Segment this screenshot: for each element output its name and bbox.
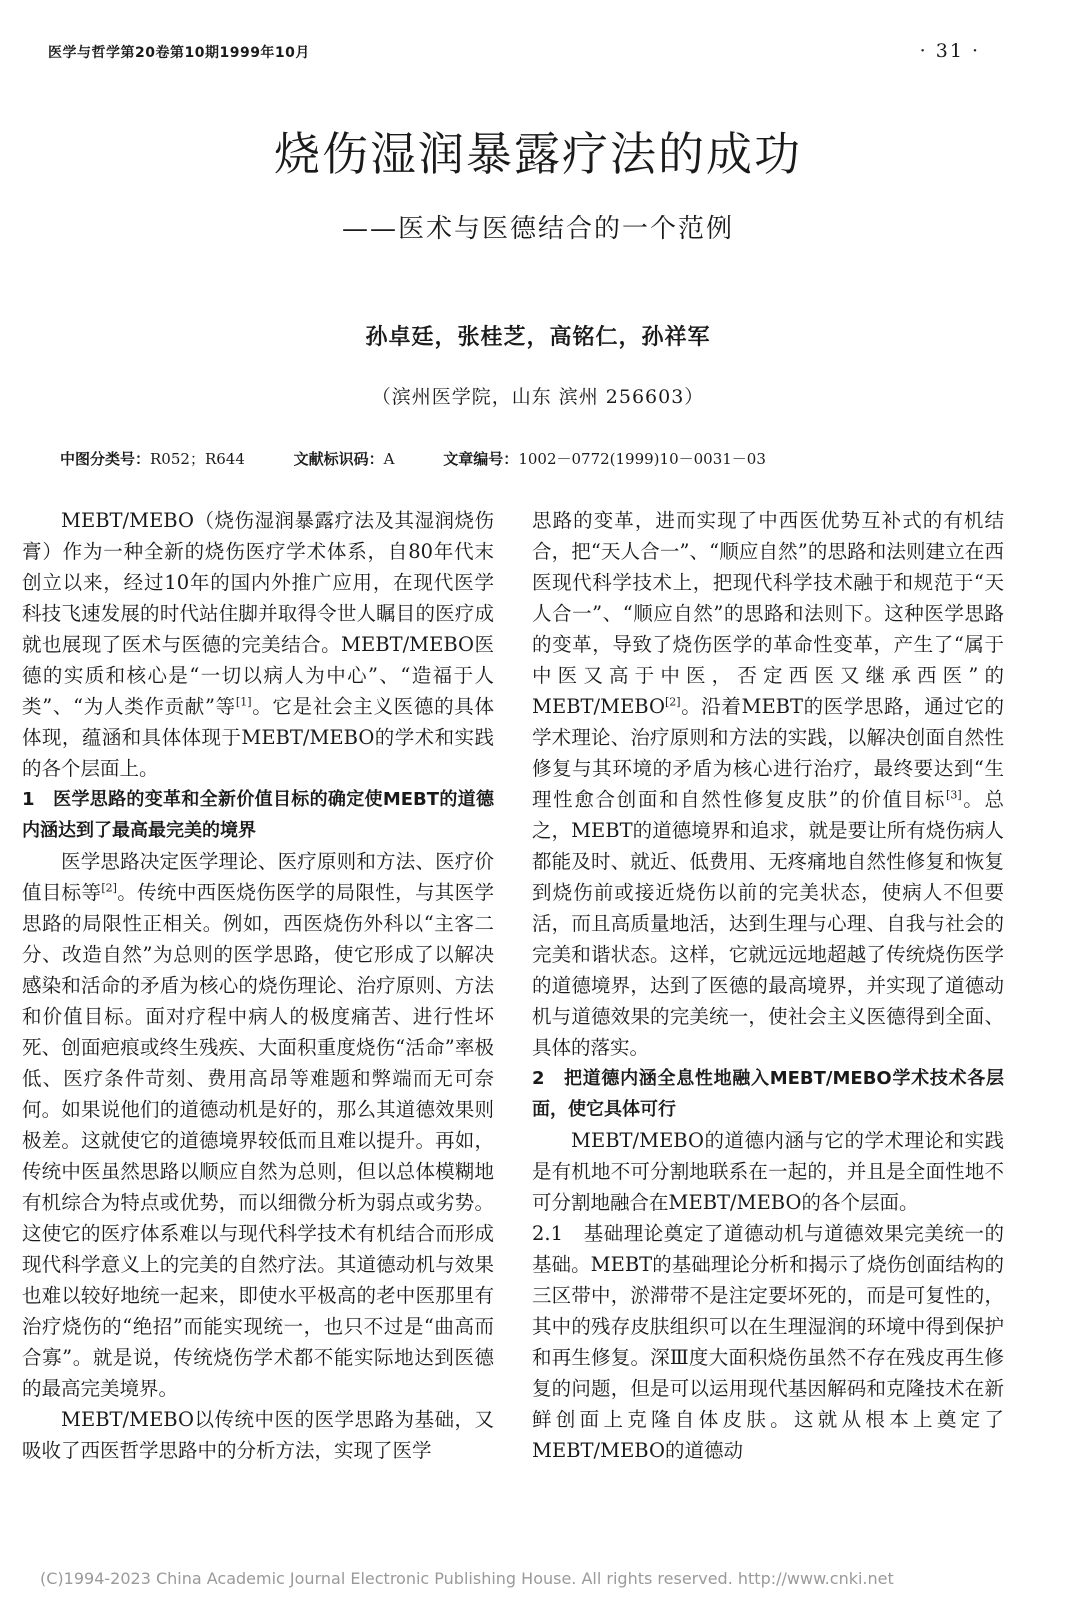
doc-code-value: A <box>383 450 395 468</box>
citation-ref: [2] <box>101 881 117 895</box>
affiliation: （滨州医学院，山东 滨州 256603） <box>371 386 705 408</box>
paragraph-mebt-basis: MEBT/MEBO以传统中医的医学思路为基础，又吸收了西医哲学思路中的分析方法，实现了医学 <box>22 1408 494 1462</box>
paragraph-section2: MEBT/MEBO的道德内涵与它的学术理论和实践是有机地不可分割地联系在一起的，并且是全面性地不可分割地融合在MEBT/MEBO的各个层面。 <box>532 1129 1004 1214</box>
left-column <box>22 505 494 1466</box>
doc-code-label: 文献标识码： <box>293 450 384 468</box>
classification-line <box>60 448 766 469</box>
paragraph-continued: 思路的变革，进而实现了中西医优势互补式的有机结合，把“天人合一”、“顺应自然”的思路和法则建立在西医现代科学技术上，把现代科学技术融于和规范于“天人合一”、“顺应自然”的思路和法则下。这种医学思路的变革，导致了烧伤医学的革命性变革，产生了“属于中医又高于中医，否定西医又继承西医”的MEBT/MEBO[2]。沿着MEBT的医学思路，通过它的学术理论、治疗原则和方法的实践，以解决创面自然性修复与其环境的矛盾为核心进行治疗，最终要达到“生理性愈合创面和自然性修复皮肤”的价值目标[3]。总之，MEBT的道德境界和追求，就是要让所有烧伤病人都能及时、就近、低费用、无疼痛地自然性修复和恢复到烧伤前或接近烧伤以前的完美状态，使病人不但要活，而且高质量地活，达到生理与心理、自我与社会的完美和谐状态。这样，它就远远地超越了传统烧伤医学的道德境界，达到了医德的最高境界，并实现了道德动机与道德效果的完美统一，使社会主义医德得到全面、具体的落实。 <box>532 509 1004 1059</box>
page-number: · 31 · <box>919 40 980 62</box>
article-no-value: 1002－0772(1999)10－0031－03 <box>518 450 766 468</box>
citation-ref: [3] <box>946 788 962 802</box>
section-heading-1: 1 医学思路的变革和全新价值目标的确定使MEBT的道德内涵达到了最高最完美的境界 <box>22 789 494 841</box>
running-head: 医学与哲学第20卷第10期1999年10月 <box>48 45 310 61</box>
paragraph-subsection-2-1: 2.1 基础理论奠定了道德动机与道德效果完美统一的基础。MEBT的基础理论分析和揭示了烧伤创面结构的三区带中，淤滞带不是注定要坏死的，而是可复性的，其中的残存皮肤组织可以在生理湿润的环境中得到保护和再生修复。深Ⅲ度大面积烧伤虽然不存在残皮再生修复的问题，但是可以运用现代基因解码和克隆技术在新鲜创面上克隆自体皮肤。这就从根本上奠定了MEBT/MEBO的道德动 <box>532 1222 1004 1462</box>
paragraph-intro: MEBT/MEBO（烧伤湿润暴露疗法及其湿润烧伤膏）作为一种全新的烧伤医疗学术体系，自80年代末创立以来，经过10年的国内外推广应用，在现代医学科技飞速发展的时代站住脚并取得令世人瞩目的医疗成就也展现了医术与医德的完美结合。MEBT/MEBO医德的实质和核心是“一切以病人为中心”、“造福于人类”、“为人类作贡献”等[1]。它是社会主义医德的具体体现，蕴涵和具体体现于MEBT/MEBO的学术和实践的各个层面上。 <box>22 509 494 780</box>
right-column <box>532 505 1004 1466</box>
clc-value: R052；R644 <box>150 450 245 468</box>
citation-ref: [1] <box>235 695 252 709</box>
clc-label: 中图分类号： <box>60 450 151 468</box>
citation-ref: [2] <box>665 695 681 709</box>
section-heading-2: 2 把道德内涵全息性地融入MEBT/MEBO学术技术各层面，使它具体可行 <box>532 1068 1004 1120</box>
copyright-footer: (C)1994-2023 China Academic Journal Electronic Publishing House. All rights reserved. http://www.cnki.net <box>40 1569 894 1588</box>
author-list: 孙卓廷，张桂芝，高铭仁，孙祥军 <box>365 324 711 350</box>
article-title: 烧伤湿润暴露疗法的成功 <box>274 127 802 181</box>
article-subtitle: ——医术与医德结合的一个范例 <box>341 214 734 244</box>
paragraph-section1: 医学思路决定医学理论、医疗原则和方法、医疗价值目标等[2]。传统中西医烧伤医学的局限性，与其医学思路的局限性正相关。例如，西医烧伤外科以“主客二分、改造自然”为总则的医学思路，使它形成了以解决感染和活命的矛盾为核心的烧伤理论、治疗原则、方法和价值目标。面对疗程中病人的极度痛苦、进行性坏死、创面疤痕或终生残疾、大面积重度烧伤“活命”率极低、医疗条件苛刻、费用高昂等难题和弊端而无可奈何。如果说他们的道德动机是好的，那么其道德效果则极差。这就使它的道德境界较低而且难以提升。再如，传统中医虽然思路以顺应自然为总则，但以总体模糊地有机综合为特点或优势，而以细微分析为弱点或劣势。这使它的医疗体系难以与现代科学技术有机结合而形成现代科学意义上的完美的自然疗法。其道德动机与效果也难以较好地统一起来，即使水平极高的老中医那里有治疗烧伤的“绝招”而能实现统一，也只不过是“曲高而合寡”。就是说，传统烧伤学术都不能实际地达到医德的最高完美境界。 <box>22 850 494 1400</box>
article-no-label: 文章编号： <box>443 450 519 468</box>
